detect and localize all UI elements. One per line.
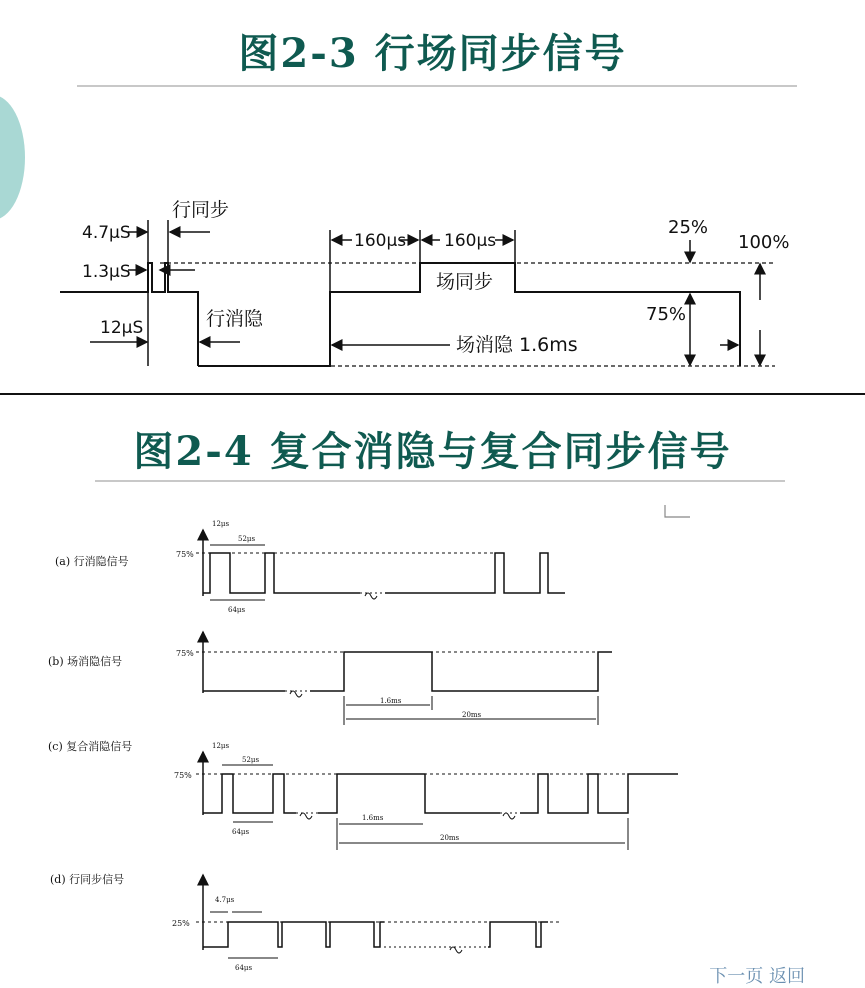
field-sync-label: 场同步 (436, 271, 494, 293)
figure-2-3-title: 图2-3 行场同步信号 (238, 30, 627, 77)
pct-25-label: 25% (668, 217, 709, 238)
row-a-label: (a) 行消隐信号 (55, 555, 129, 568)
corner-mark (665, 505, 690, 517)
row-c-waveform (196, 752, 678, 850)
field-blank-label: 场消隐 1.6ms (456, 334, 578, 356)
figure-2-3-diagram (60, 220, 775, 366)
figure-2-3-labels (82, 199, 789, 356)
row-d-level: 25% (172, 919, 190, 928)
row-c-t52: 52μs (242, 756, 260, 764)
row-b-t16: 1.6ms (380, 697, 402, 705)
row-b-level: 75% (176, 649, 194, 658)
row-a-t12: 12μs (212, 520, 230, 528)
line-sync-label: 行同步 (172, 199, 230, 221)
row-d-t47: 4.7μs (215, 896, 235, 904)
figure-2-4-title: 图2-4 复合消隐与复合同步信号 (133, 428, 732, 475)
row-a-level: 75% (176, 550, 194, 559)
row-c-level: 75% (174, 771, 192, 780)
t-4-7us-label: 4.7μS (82, 223, 131, 243)
pct-100-label: 100% (738, 232, 790, 253)
row-d-waveform (196, 875, 560, 958)
row-d-t64: 64μs (235, 964, 253, 972)
row-a-t64: 64μs (228, 606, 246, 614)
row-b-waveform (196, 632, 612, 725)
row-b-t20: 20ms (462, 711, 482, 719)
row-c-t20: 20ms (440, 834, 460, 842)
row-c-t16: 1.6ms (362, 814, 384, 822)
t-1-3us-label: 1.3μS (82, 262, 131, 282)
row-c-t64: 64μs (232, 828, 250, 836)
row-c-t12: 12μs (212, 742, 230, 750)
row-a-t52: 52μs (238, 535, 256, 543)
row-c-label: (c) 复合消隐信号 (48, 740, 133, 753)
t-12us-label: 12μS (100, 318, 144, 338)
pct-75-label: 75% (646, 304, 687, 325)
row-d-label: (d) 行同步信号 (50, 873, 125, 886)
t-160us-b-label: 160μs (444, 231, 497, 251)
row-b-labels (48, 649, 482, 719)
row-c-labels (48, 739, 460, 842)
t-160us-a-label: 160μs (354, 231, 407, 251)
row-b-label: (b) 场消隐信号 (48, 655, 123, 668)
line-blank-label: 行消隐 (206, 308, 264, 330)
nav-links[interactable]: 下一页 返回 (709, 966, 805, 987)
